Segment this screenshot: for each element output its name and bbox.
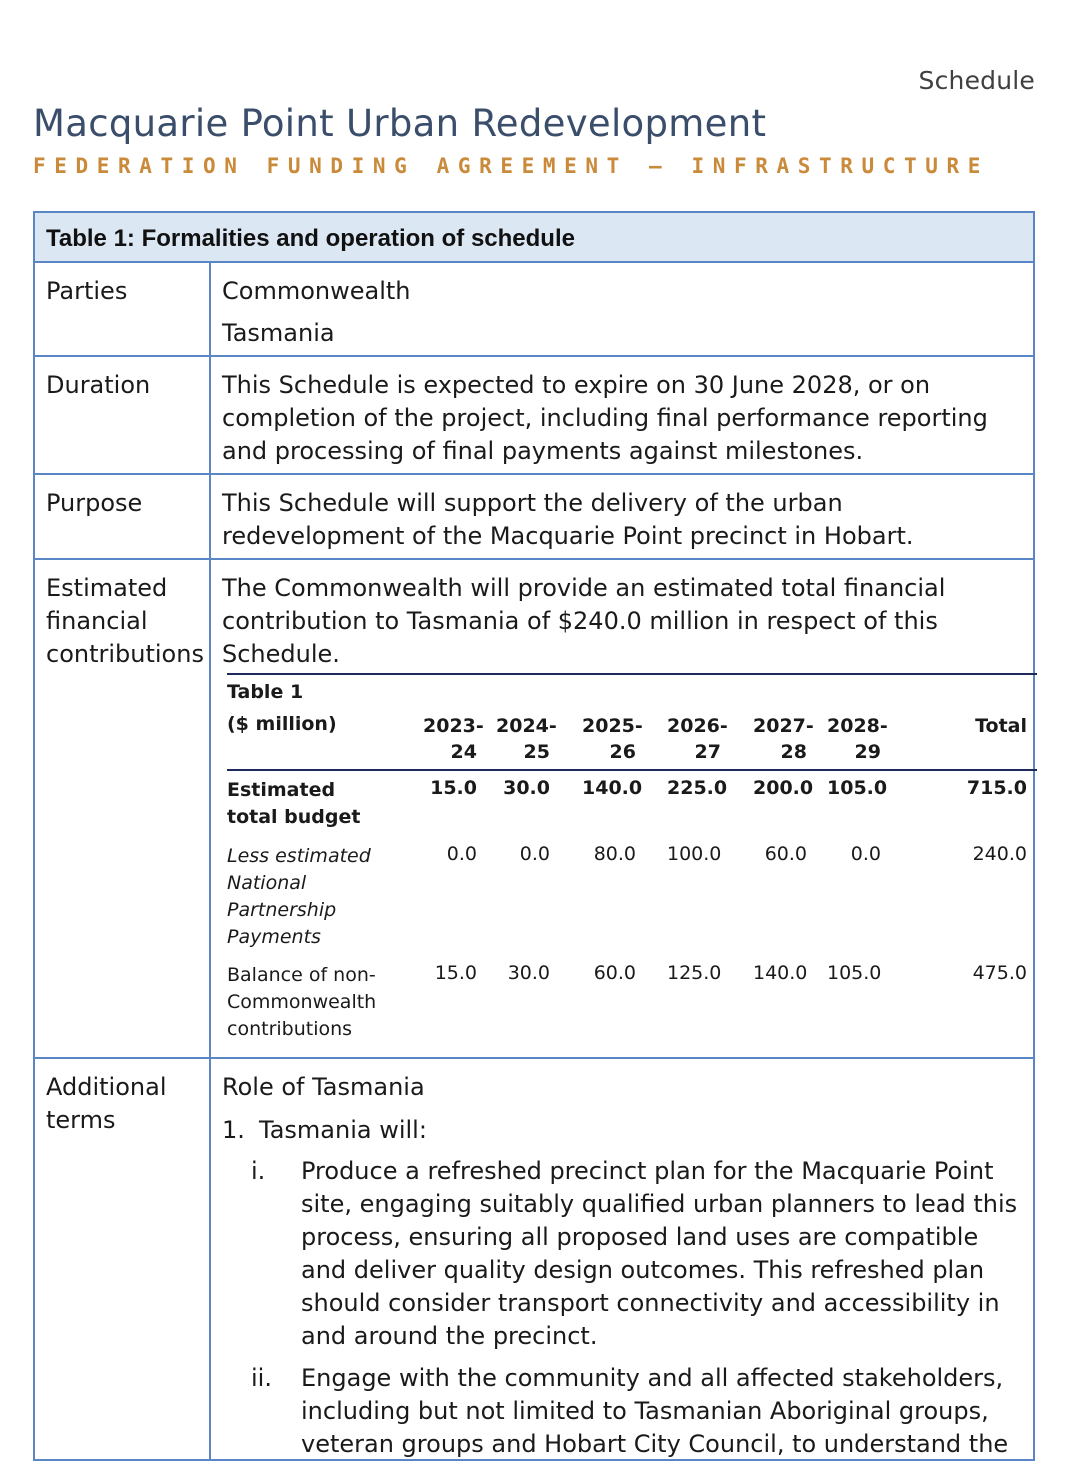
document-subtitle: FEDERATION FUNDING AGREEMENT – INFRASTRUCTURE [33, 154, 989, 178]
cell-value: 60.0 [593, 962, 636, 984]
cell-value-total: 240.0 [972, 843, 1027, 865]
table-caption: Table 1: Formalities and operation of schedule [35, 213, 1033, 263]
sub-list-text: Engage with the community and all affected stakeholders, including but not limited to Tasmanian Aboriginal groups, veteran groups and Hobart City Council, to understand the [301, 1364, 1009, 1458]
schedule-label: Schedule [918, 66, 1035, 95]
row-value-duration: This Schedule is expected to expire on 30 June 2028, or on completion of the project, including final performance reporting and processing of final payments against milestones. [222, 371, 988, 465]
cell-value-total: 715.0 [966, 777, 1027, 799]
column-header: 2023-24 [423, 715, 484, 763]
sub-list-numeral: ii. [251, 1364, 272, 1392]
table-row [227, 956, 1037, 1040]
row-value-purpose: This Schedule will support the delivery of the urban redevelopment of the Macquarie Point precinct in Hobart. [222, 489, 914, 550]
budget-table-header [227, 675, 1037, 771]
party-commonwealth: Commonwealth [222, 277, 411, 305]
terms-heading: Role of Tasmania [222, 1073, 425, 1101]
sub-list-text: Produce a refreshed precinct plan for the Macquarie Point site, engaging suitably qualified urban planners to lead this process, ensuring all proposed land uses are compatible and deliver quality design outcomes. This refreshed plan should consider transport connectivity and accessibility in and around the precinct. [301, 1157, 1018, 1350]
column-header: 2024-25 [496, 715, 557, 763]
list-item [222, 1114, 1021, 1147]
cell-value: 105.0 [827, 962, 882, 984]
cell-value: 140.0 [753, 962, 808, 984]
table-row [227, 837, 1037, 956]
cell-value: 125.0 [667, 962, 722, 984]
sub-list-item [222, 1155, 1021, 1353]
sub-list-item [222, 1362, 1021, 1461]
table-row [227, 771, 1037, 837]
document-title: Macquarie Point Urban Redevelopment [33, 102, 767, 145]
formalities-table [33, 211, 1035, 1461]
list-text: Tasmania will: [259, 1116, 427, 1144]
row-label: Balance of non-Commonwealth contributions [227, 964, 377, 1040]
row-value-additional-terms [211, 1059, 1033, 1459]
cell-value: 100.0 [667, 843, 722, 865]
cell-value: 30.0 [507, 962, 550, 984]
column-header: 2026-27 [667, 715, 728, 763]
column-header-total: Total [975, 715, 1027, 737]
cell-value: 200.0 [753, 777, 814, 799]
cell-value-total: 475.0 [972, 962, 1027, 984]
financial-text: The Commonwealth will provide an estimated total financial contribution to Tasmania of $240.0 million in respect of this Schedule. [222, 574, 946, 668]
list-number: 1. [222, 1116, 245, 1144]
cell-value: 140.0 [582, 777, 643, 799]
row-value-parties [211, 263, 1033, 355]
cell-value: 15.0 [430, 777, 477, 799]
party-tasmania: Tasmania [222, 319, 335, 347]
cell-value: 0.0 [850, 843, 881, 865]
budget-table-title: Table 1 [227, 681, 304, 703]
cell-value: 0.0 [519, 843, 550, 865]
row-label-duration: Duration [35, 357, 211, 473]
cell-value: 15.0 [434, 962, 477, 984]
cell-value: 60.0 [764, 843, 807, 865]
table-row-parties [35, 263, 1033, 357]
row-label: Estimated total budget [227, 779, 361, 828]
row-label-parties: Parties [35, 263, 211, 355]
sub-list-numeral: i. [251, 1157, 266, 1185]
cell-value: 80.0 [593, 843, 636, 865]
table-row-purpose [35, 475, 1033, 560]
table-row-duration [35, 357, 1033, 475]
cell-value: 0.0 [446, 843, 477, 865]
row-label-additional-terms: Additional terms [35, 1059, 211, 1459]
column-header: 2028-29 [827, 715, 888, 763]
cell-value: 105.0 [827, 777, 888, 799]
row-label: Less estimated National Partnership Payments [227, 845, 371, 948]
column-header: 2025-26 [582, 715, 643, 763]
cell-value: 225.0 [667, 777, 728, 799]
budget-table [227, 673, 1037, 1040]
cell-value: 30.0 [503, 777, 550, 799]
table-row-financial [35, 560, 1033, 1059]
column-header: 2027-28 [753, 715, 814, 763]
budget-table-unit: ($ million) [227, 713, 337, 735]
row-label-purpose: Purpose [35, 475, 211, 558]
row-label-financial: Estimated financial contributions [35, 560, 211, 1057]
table-row-additional-terms [35, 1059, 1033, 1459]
